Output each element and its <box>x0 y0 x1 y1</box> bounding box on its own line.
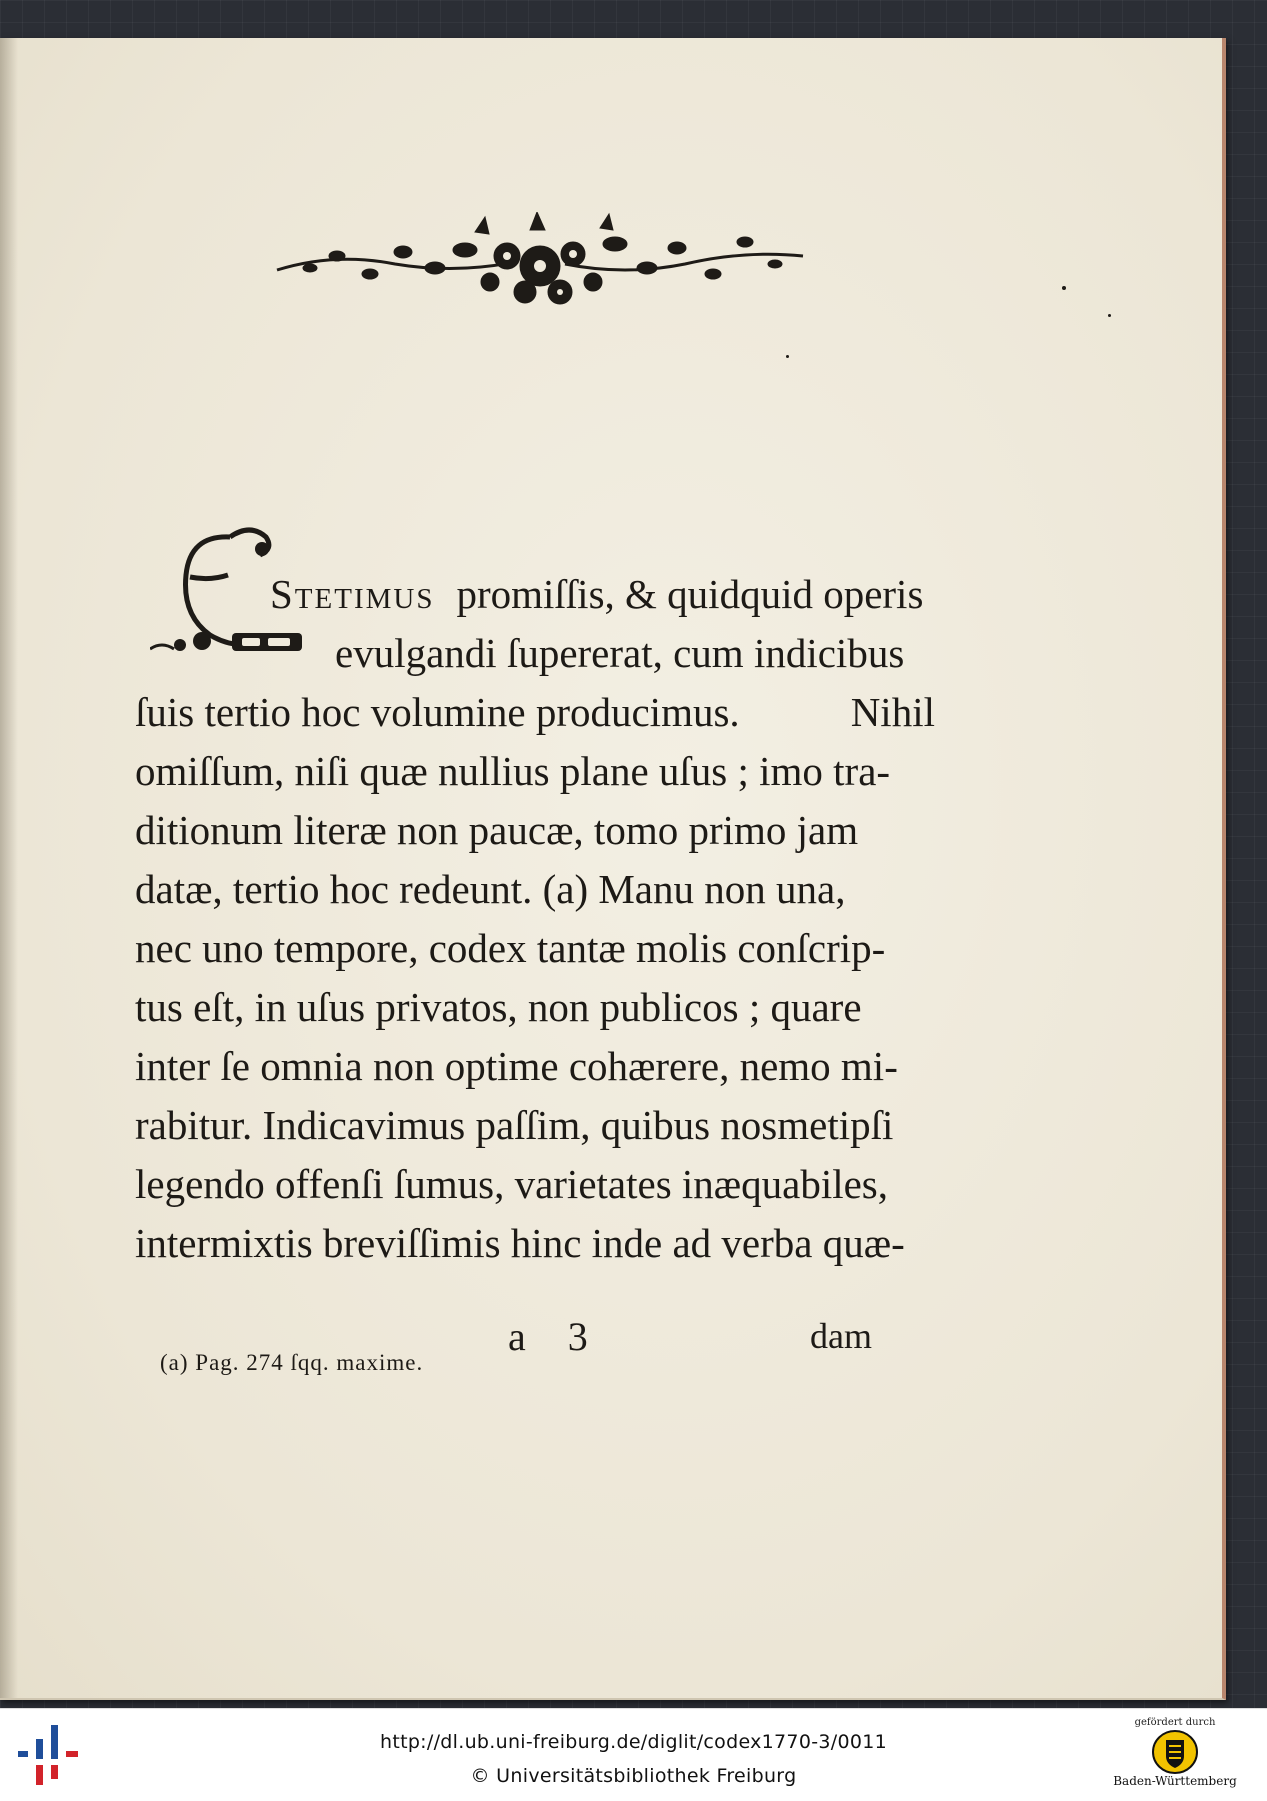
footer-bar <box>0 1708 1267 1801</box>
floral-headpiece-ornament <box>275 212 805 322</box>
text-line <box>135 565 935 624</box>
text-line-content: inter ſe omnia non optime cohærere, nemo mi- <box>135 1043 898 1089</box>
text-line <box>135 860 935 919</box>
text-line-content: evulgandi ſupererat, cum indicibus <box>335 630 905 676</box>
funder-label: gefördert durch <box>1134 1717 1216 1728</box>
paper-speck <box>1062 286 1066 290</box>
text-line-content: rabitur. Indicavimus paſſim, quibus nosmetipſi <box>135 1102 894 1148</box>
text-line-content: ditionum literæ non paucæ, tomo primo jam <box>135 807 859 853</box>
state-seal-icon <box>1152 1730 1198 1774</box>
text-line <box>135 683 935 742</box>
text-line <box>135 919 935 978</box>
footnote: (a) Pag. 274 ſqq. maxime. <box>160 1350 424 1375</box>
text-line <box>135 1155 935 1214</box>
page-gutter-shadow <box>0 38 18 1698</box>
text-line-content: ſuis tertio hoc volumine producimus. <box>135 689 740 735</box>
text-line <box>135 1214 935 1273</box>
text-line-content: intermixtis breviſſimis hinc inde ad verba quæ- <box>135 1220 905 1266</box>
text-line-content: Nihil <box>850 689 935 735</box>
text-line-content: promiſſis, & quidquid operis <box>456 571 924 617</box>
text-line <box>135 978 935 1037</box>
text-line-content: tus eſt, in uſus privatos, non publicos ; quare <box>135 984 862 1030</box>
paper-speck <box>1108 314 1111 317</box>
catchword: dam <box>810 1316 872 1356</box>
text-line <box>135 1096 935 1155</box>
dropcap-word: Stetimus <box>270 571 435 617</box>
text-line <box>135 742 935 801</box>
paper-speck <box>786 355 789 358</box>
text-line-content: omiſſum, niſi quæ nullius plane uſus ; imo tra- <box>135 748 891 794</box>
funder-badge[interactable] <box>1100 1715 1250 1801</box>
signature-mark: a 3 <box>508 1314 604 1359</box>
permalink-url[interactable]: http://dl.ub.uni-freiburg.de/diglit/codex1770-3/0011 <box>379 1731 888 1753</box>
text-line-content: datæ, tertio hoc redeunt. (a) Manu non una, <box>135 866 846 912</box>
copyright-notice: © Universitätsbibliothek Freiburg <box>470 1765 797 1787</box>
text-line-content: nec uno tempore, codex tantæ molis conſcrip- <box>135 925 886 971</box>
text-line <box>135 624 935 683</box>
text-line <box>135 801 935 860</box>
text-line <box>135 1037 935 1096</box>
body-text <box>135 565 935 1273</box>
text-line-content: legendo offenſi ſumus, varietates inæquabiles, <box>135 1161 889 1207</box>
funder-name: Baden-Württemberg <box>1113 1774 1237 1788</box>
